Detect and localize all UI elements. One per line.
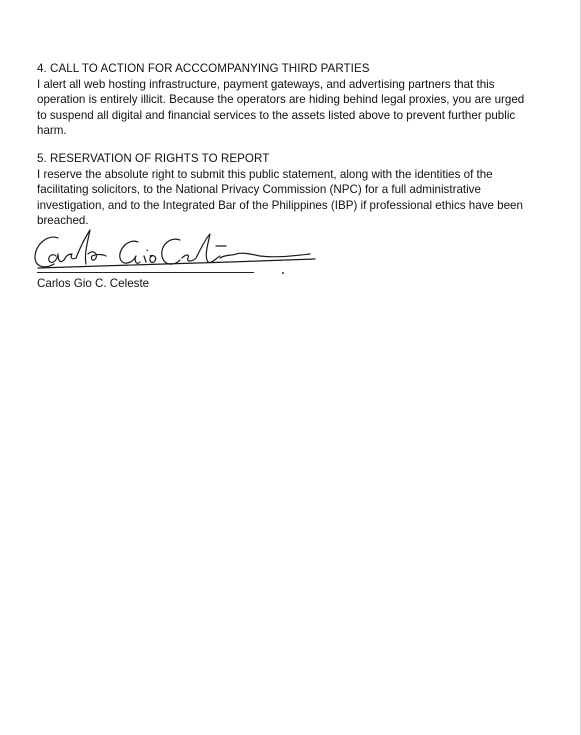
paragraph-line: I reserve the absolute right to submit this public statement, along with the identities of the — [37, 167, 493, 181]
section-reservation-of-rights — [37, 151, 547, 229]
signature-line — [37, 272, 254, 273]
section-heading: 5. RESERVATION OF RIGHTS TO REPORT — [37, 152, 270, 165]
section-paragraph — [37, 77, 547, 139]
paragraph-line: operation is entirely illicit. Because the operators are hiding behind legal proxies, you are urged — [37, 93, 525, 107]
section-call-to-action — [37, 61, 547, 139]
section-heading: 4. CALL TO ACTION FOR ACCCOMPANYING THIRD PARTIES — [37, 62, 370, 75]
paragraph-line: harm. — [37, 124, 67, 138]
paragraph-line: I alert all web hosting infrastructure, payment gateways, and advertising partners that this — [37, 77, 495, 91]
section-paragraph — [37, 167, 547, 229]
paragraph-line: facilitating solicitors, to the National Privacy Commission (NPC) for a full administrative — [37, 183, 481, 197]
paragraph-line: breached. — [37, 214, 89, 228]
ink-dot — [282, 272, 284, 274]
paragraph-line: investigation, and to the Integrated Bar of the Philippines (IBP) if professional ethics have been — [37, 198, 523, 212]
paragraph-line: to suspend all digital and financial services to the assets listed above to prevent further public — [37, 108, 516, 122]
signer-name: Carlos Gio C. Celeste — [37, 277, 150, 290]
